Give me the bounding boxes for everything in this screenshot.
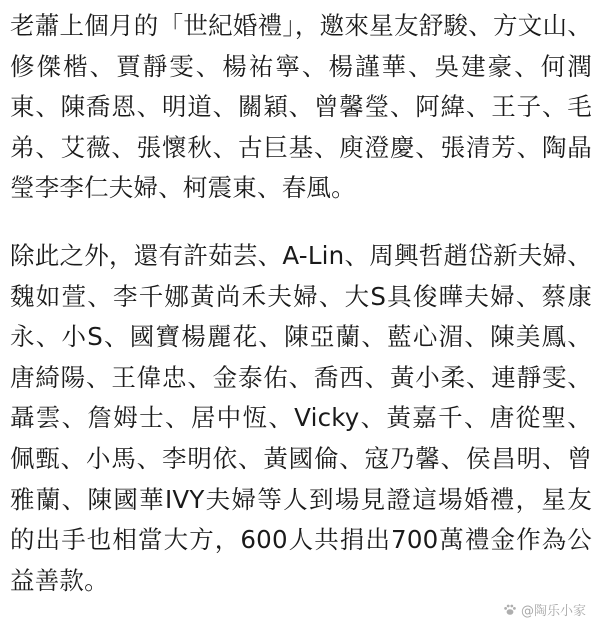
article-body [10,6,592,601]
paragraph-guest-list: 老蕭上個月的「世紀婚禮」，邀來星友舒駿、方文山、修傑楷、賈靜雯、楊祐寧、楊謹華、吳建豪、何潤東、陳喬恩、明道、關穎、曾馨瑩、阿緯、王子、毛弟、艾薇、張懷秋、古巨基、庾澄慶、張清芳、陶晶瑩李李仁夫婦、柯震東、春風。 [10,11,592,203]
paw-icon [503,603,517,617]
paragraph-donations: 除此之外，還有許茹芸、A-Lin、周興哲趙岱新夫婦、魏如萱、李千娜黃尚禾夫婦、大S具俊曄夫婦、蔡康永、小S、國寶楊麗花、陳亞蘭、藍心湄、陳美鳳、唐綺陽、王偉忠、金泰佑、喬西、黃小柔、連靜雯、聶雲、詹姆士、居中恆、Vicky、黃嘉千、唐從聖、佩甄、小馬、李明依、黃國倫、寇乃馨、侯昌明、曾雅蘭、陳國華IVY夫婦等人到場見證這場婚禮，星友的出手也相當大方，600人共捐出700萬禮金作為公益善款。 [10,240,592,595]
watermark [503,600,586,619]
watermark-text: @陶乐小家 [520,604,586,619]
